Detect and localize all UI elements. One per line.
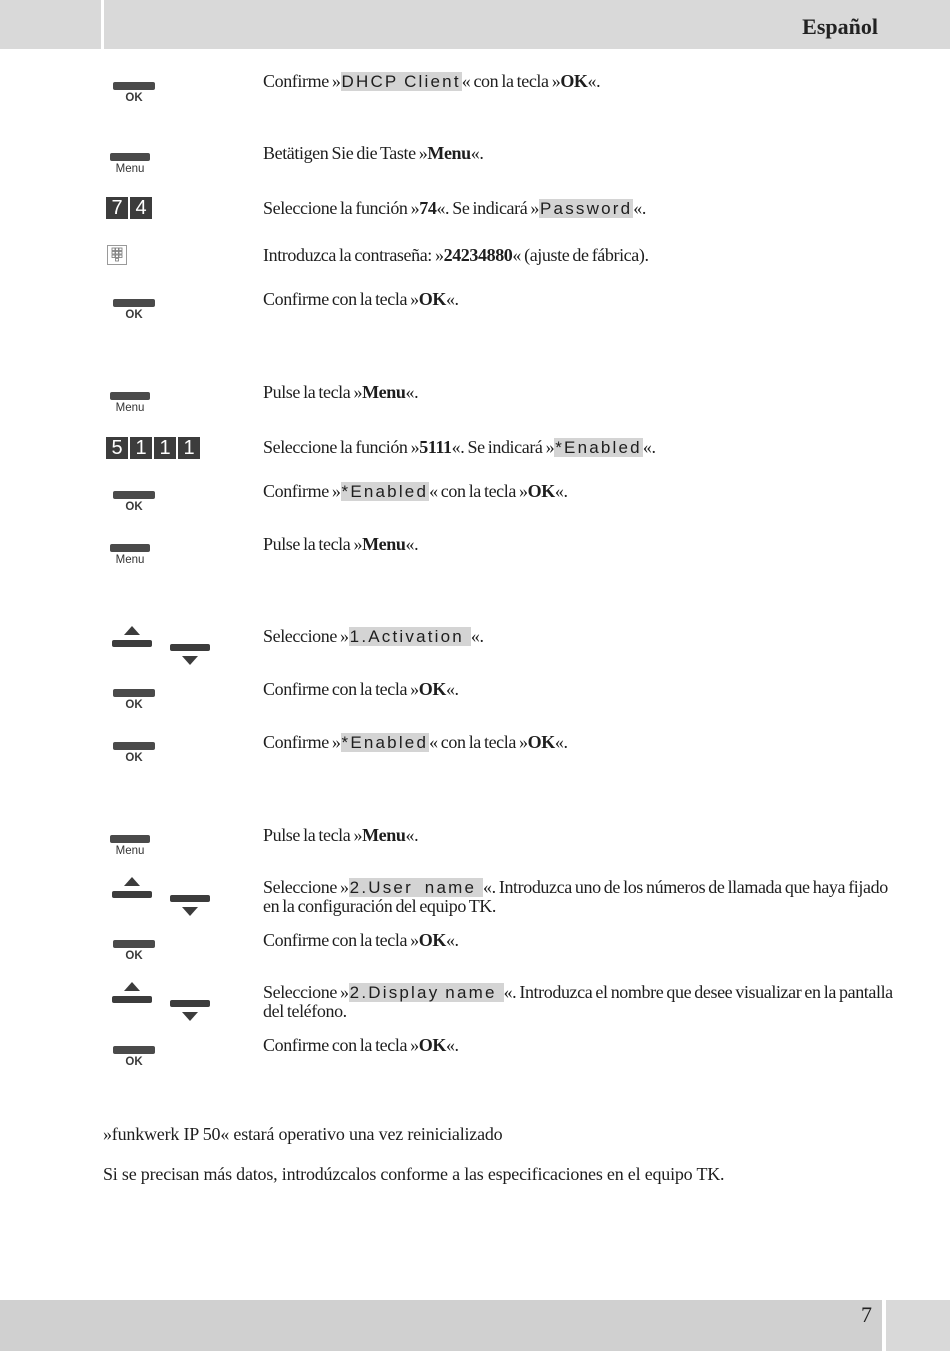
digit-key: 4 [130, 197, 152, 219]
display-text: 2.Display name [349, 983, 503, 1002]
step-2-text: Betätigen Sie die Taste »Menu«. [263, 143, 484, 163]
step-7-text: Seleccione la función »5111«. Se indicará »*Enabled«. [263, 437, 656, 457]
page-number: 7 [861, 1302, 872, 1327]
step-15-text: Confirme con la tecla »OK«. [263, 930, 459, 950]
note-ready: »funkwerk IP 50« estará operativo una vez reinicializado [103, 1124, 503, 1144]
step-14-text: Seleccione »2.User name «. Introduzca uno de los números de llamada que haya fijado en la configuración del equipo TK. [263, 877, 888, 916]
digit-key: 1 [154, 437, 176, 459]
step-13-text: Pulse la tecla »Menu«. [263, 825, 419, 845]
step-16-text: Seleccione »2.Display name «. Introduzca el nombre que desee visualizar en la pantalla del teléfono. [263, 982, 893, 1021]
digit-key: 7 [106, 197, 128, 219]
display-text: DHCP Client [341, 72, 461, 91]
function-code-5111 [106, 437, 200, 459]
function-code-74 [106, 197, 152, 219]
step-10-text: Seleccione »1.Activation «. [263, 626, 484, 646]
step-1-text: Confirme »DHCP Client« con la tecla »OK«. [263, 71, 601, 91]
step-9-text: Pulse la tecla »Menu«. [263, 534, 419, 554]
digit-key: 1 [130, 437, 152, 459]
step-5-text: Confirme con la tecla »OK«. [263, 289, 459, 309]
header-band-left [0, 0, 101, 49]
step-4-text: Introduzca la contraseña: »24234880« (ajuste de fábrica). [263, 245, 649, 265]
note-more-data: Si se precisan más datos, introdúzcalos conforme a las especificaciones en el equipo TK. [103, 1164, 725, 1184]
digit-key: 1 [178, 437, 200, 459]
language-title: Español [802, 14, 878, 39]
step-6-text: Pulse la tecla »Menu«. [263, 382, 419, 402]
display-text: 1.Activation [349, 627, 470, 646]
display-text: *Enabled [341, 482, 429, 501]
display-text: Password [540, 199, 633, 218]
step-12-text: Confirme »*Enabled« con la tecla »OK«. [263, 732, 568, 752]
step-17-text: Confirme con la tecla »OK«. [263, 1035, 459, 1055]
step-3-text: Seleccione la función »74«. Se indicará »Password«. [263, 198, 646, 218]
footer-band [0, 1300, 882, 1351]
step-11-text: Confirme con la tecla »OK«. [263, 679, 459, 699]
display-text: *Enabled [341, 733, 429, 752]
keypad-icon [107, 245, 127, 265]
display-text: 2.User name [349, 878, 483, 897]
footer-band-right [886, 1300, 950, 1351]
display-text: *Enabled [555, 438, 642, 457]
step-8-text: Confirme »*Enabled« con la tecla »OK«. [263, 481, 568, 501]
digit-key: 5 [106, 437, 128, 459]
